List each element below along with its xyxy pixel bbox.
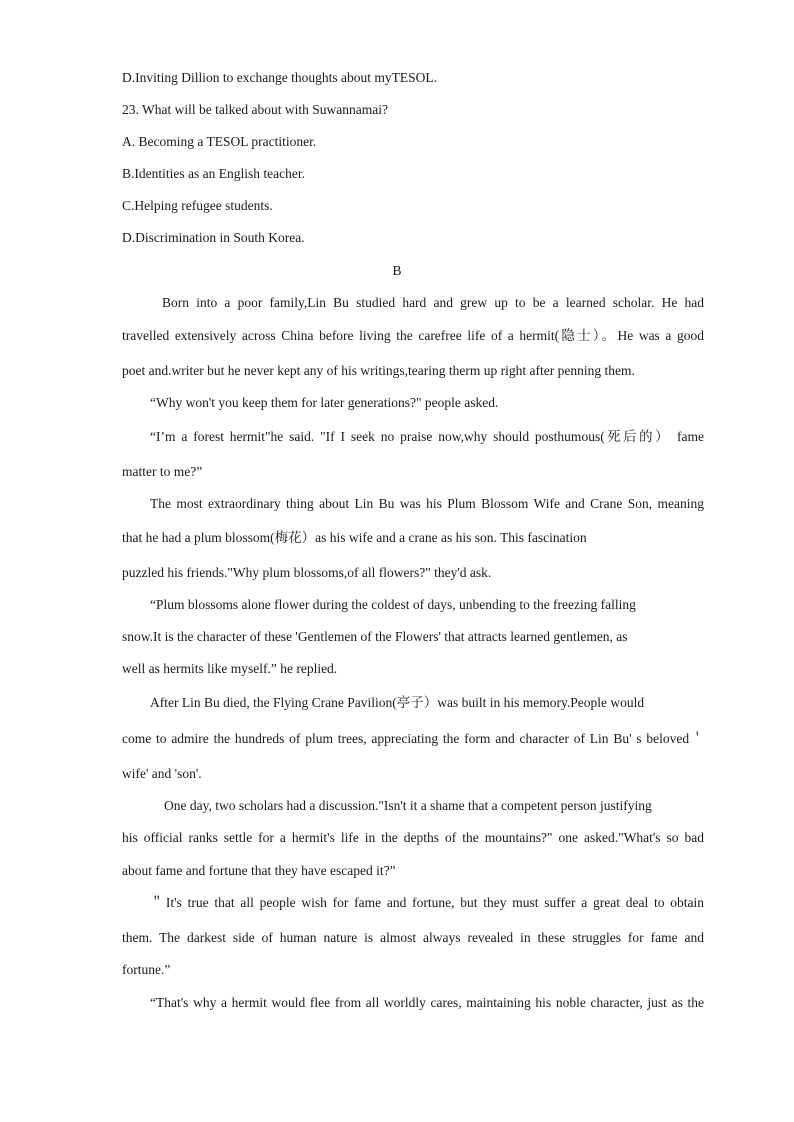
passage-line: them. The darkest side of human nature is almost always revealed in these struggles for fame and (122, 930, 704, 945)
passage-line: After Lin Bu died, the Flying Crane Pavilion(亭子）was built in his memory.People would (150, 695, 645, 710)
passage-line: matter to me?” (122, 464, 203, 479)
passage-line: Born into a poor family,Lin Bu studied hard and grew up to be a learned scholar. He had (162, 295, 704, 310)
q23-option-c: C.Helping refugee students. (122, 198, 273, 213)
passage-line: One day, two scholars had a discussion."Isn't it a shame that a competent person justifying (164, 798, 652, 813)
passage-line: “That's why a hermit would flee from all worldly cares, maintaining his noble character, just as the (150, 995, 704, 1010)
q23-option-b: B.Identities as an English teacher. (122, 166, 305, 181)
passage-line: come to admire the hundreds of plum trees, appreciating the form and character of Lin Bu' s beloved＇ (122, 731, 704, 746)
passage-line: his official ranks settle for a hermit's life in the depths of the mountains?" one asked."What's so bad (122, 830, 704, 845)
passage-line: “Plum blossoms alone flower during the coldest of days, unbending to the freezing falling (150, 597, 636, 612)
passage-line: puzzled his friends."Why plum blossoms,of all flowers?" they'd ask. (122, 565, 492, 580)
q22-option-d: D.Inviting Dillion to exchange thoughts about myTESOL. (122, 70, 437, 85)
passage-line: travelled extensively across China before living the carefree life of a hermit(隐士）。He was a good (122, 328, 704, 343)
passage-line: wife' and 'son'. (122, 766, 202, 781)
passage-line: poet and.writer but he never kept any of his writings,tearing therm up right after penning them. (122, 363, 635, 378)
passage-line: fortune.” (122, 962, 171, 977)
q23-option-a: A. Becoming a TESOL practitioner. (122, 134, 317, 149)
passage-line: about fame and fortune that they have escaped it?” (122, 863, 396, 878)
passage-line: that he had a plum blossom(梅花）as his wife and a crane as his son. This fascination (122, 530, 587, 545)
passage-line: “I’m a forest hermit"he said. "If I seek no praise now,why should posthumous(死后的） fame (150, 429, 704, 444)
q23-stem: 23. What will be talked about with Suwannamai? (122, 102, 388, 117)
passage-line: “Why won't you keep them for later generations?" people asked. (150, 395, 499, 410)
q23-option-d: D.Discrimination in South Korea. (122, 230, 305, 245)
passage-line: The most extraordinary thing about Lin Bu was his Plum Blossom Wife and Crane Son, meaning (150, 496, 704, 511)
passage-line: snow.It is the character of these 'Gentlemen of the Flowers' that attracts learned gentlemen, as (122, 629, 628, 644)
passage-line: well as hermits like myself.” he replied. (122, 661, 338, 676)
section-b-heading: B (392, 263, 402, 278)
passage-line: ＂It's true that all people wish for fame and fortune, but they must suffer a great deal to obtain (150, 895, 704, 910)
